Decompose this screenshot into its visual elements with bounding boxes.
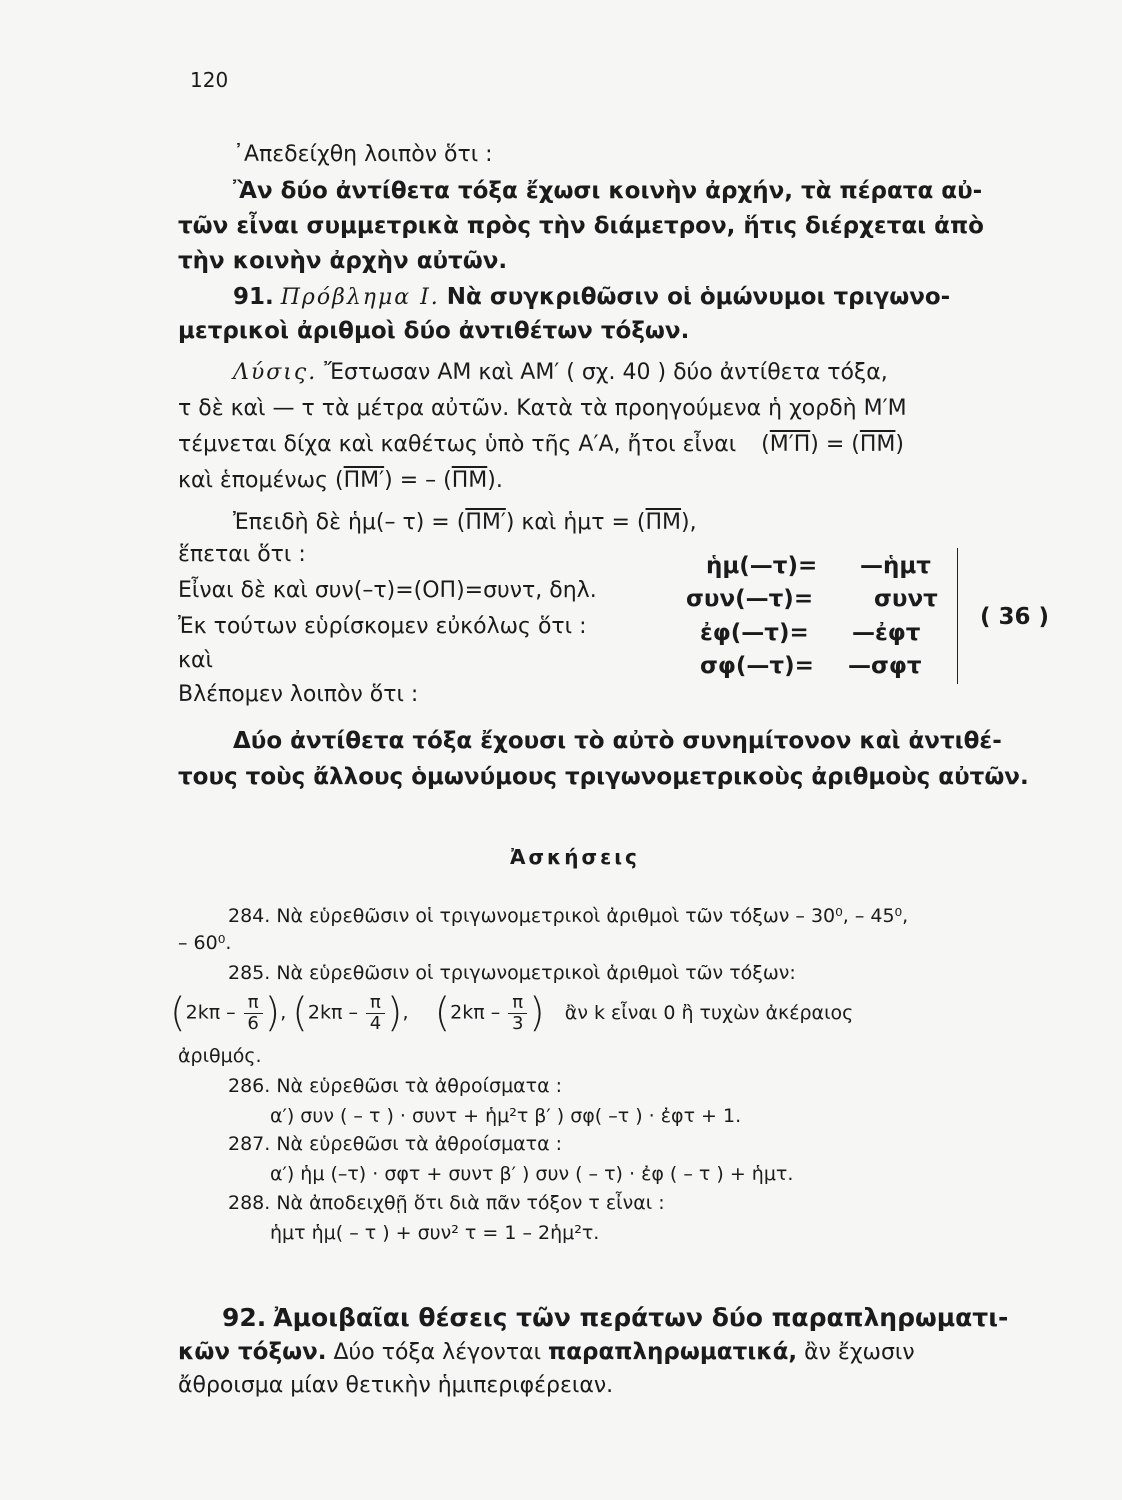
formula-cos-lhs: συν(—τ)=: [686, 586, 814, 612]
exercise-285-expressions: (2kπ – $\frac{\pi}{6}$ ), (2kπ – $\frac{\pi}{4}$ ), (2kπ – $\frac{\pi}{3}$ ) ἂν k εἶναι 0 ἢ τυχὼν ἀκέραιος: [170, 990, 854, 1036]
theorem2-line1: Δύο ἀντίθετα τόξα ἔχουσι τὸ αὐτὸ συνημίτονον καὶ ἀντιθέ-: [233, 728, 1002, 754]
exercise-284: 284. Νὰ εὑρεθῶσιν οἱ τριγωνομετρικοὶ ἀριθμοὶ τῶν τόξων – 30⁰, – 45⁰,: [228, 905, 909, 927]
segment-pm: $\overline{\Pi M}$: [645, 510, 682, 535]
problem-number: 91.: [233, 284, 274, 310]
section92-heading: [222, 1303, 1008, 1332]
section92-line2: [178, 1339, 915, 1365]
solution-line2: τ δὲ καὶ — τ τὰ μέτρα αὐτῶν. Κατὰ τὰ προηγούμενα ἡ χορδὴ Μ′Μ: [178, 396, 907, 421]
formula-cot-rhs: —σφτ: [848, 653, 922, 679]
exercise-288: 288. Νὰ ἀποδειχθῇ ὅτι διὰ πᾶν τόξον τ εἶναι :: [228, 1192, 665, 1214]
exercise-287-parts: α′) ἡμ (–τ) · σφτ + συντ β′ ) συν ( – τ) · ἐφ ( – τ ) + ἡμτ.: [270, 1163, 794, 1185]
exercise-285-end: ἀριθμός.: [178, 1045, 262, 1067]
intro-line: ᾿Απεδείχθη λοιπὸν ὅτι :: [233, 142, 493, 167]
problem-label: Πρόβλημα Ι.: [280, 285, 440, 310]
solution-line10: Βλέπομεν λοιπὸν ὅτι :: [178, 682, 419, 707]
exercise-288-formula: ἡμτ ἡμ( – τ ) + συν² τ = 1 – 2ἡμ²τ.: [270, 1222, 600, 1244]
solution-line6: ἕπεται ὅτι :: [178, 542, 306, 567]
fraction-pi-6: $\frac{\pi}{6}$: [244, 993, 263, 1034]
solution-text-3: τέμνεται δίχα καὶ καθέτως ὑπὸ τῆς Α′Α, ἤτοι εἶναι: [178, 432, 737, 457]
theorem1-line3: τὴν κοινὴν ἀρχὴν αὐτῶν.: [178, 248, 508, 274]
exercise-285: 285. Νὰ εὑρεθῶσιν οἱ τριγωνομετρικοὶ ἀριθμοὶ τῶν τόξων:: [228, 962, 796, 984]
expr-2kpi: 2kπ –: [307, 1001, 358, 1024]
solution-line5: [233, 510, 697, 535]
fraction-pi-4: $\frac{\pi}{4}$: [366, 993, 385, 1034]
problem-title-1: Νὰ συγκριθῶσιν οἱ ὁμώνυμοι τριγωνο-: [446, 284, 951, 310]
formula-cot-lhs: σφ(—τ)=: [700, 653, 814, 679]
formula-sin-lhs: ἡμ(—τ)=: [706, 553, 818, 579]
section92-number: 92.: [222, 1303, 267, 1332]
formula-sin-rhs: —ἡμτ: [860, 553, 931, 579]
equals: ) = (: [810, 432, 860, 457]
section92-title: Ἀμοιβαῖαι θέσεις τῶν περάτων δύο παραπληρωματι-: [273, 1303, 1009, 1332]
fraction-pi-3: $\frac{\pi}{3}$: [508, 993, 527, 1034]
solution-line8: Ἐκ τούτων εὑρίσκομεν εὐκόλως ὅτι :: [178, 614, 587, 639]
solution-text-5a: Ἐπειδὴ δὲ ἡμ(– τ) = (: [233, 510, 466, 535]
problem-heading: [233, 284, 950, 310]
exercise-287: 287. Νὰ εὑρεθῶσι τὰ ἀθροίσματα :: [228, 1133, 563, 1155]
solution-text-4b: ) = – (: [384, 468, 452, 493]
solution-text-1: Ἔστωσαν ΑΜ καὶ ΑΜ′ ( σχ. 40 ) δύο ἀντίθετα τόξα,: [324, 360, 888, 385]
solution-label: Λύσις.: [233, 360, 318, 385]
formula-cos-rhs: συντ: [874, 586, 938, 612]
page-number: 120: [190, 68, 229, 92]
problem-title-2: μετρικοὶ ἀριθμοὶ δύο ἀντιθέτων τόξων.: [178, 318, 690, 344]
solution-text-5b: ) καὶ ἡμτ = (: [505, 510, 646, 535]
paren-close: ): [895, 432, 905, 457]
solution-line4: [178, 468, 503, 493]
solution-line1: [233, 360, 888, 385]
exercise-286: 286. Νὰ εὑρεθῶσι τὰ ἀθροίσματα :: [228, 1075, 563, 1097]
solution-line3: [178, 432, 904, 457]
solution-line9: καὶ: [178, 648, 213, 673]
expr-2kpi: 2kπ –: [450, 1001, 501, 1024]
section92-text-tail: ἂν ἔχωσιν: [804, 1340, 915, 1365]
theorem1-line1: Ἂν δύο ἀντίθετα τόξα ἔχωσι κοινὴν ἀρχήν, τὰ πέρατα αὐ-: [233, 178, 983, 204]
exercises-heading: Ἀσκήσεις: [510, 845, 640, 869]
solution-text-4a: καὶ ἑπομένως (: [178, 468, 344, 493]
equation-number: ( 36 ): [980, 604, 1050, 630]
section92-term: παραπληρωματικά,: [548, 1339, 798, 1365]
segment-pm-prime: ΠΜ′: [465, 510, 506, 535]
segment-pm: $\overline{\Pi M}$: [859, 432, 896, 457]
solution-line7: Εἶναι δὲ καὶ συν(–τ)=(ΟΠ)=συντ, δηλ.: [178, 578, 597, 603]
exercise-286-parts: α′) συν ( – τ ) · συντ + ἡμ²τ β′ ) σφ( –τ ) · ἐφτ + 1.: [270, 1105, 742, 1127]
section92-title-end: κῶν τόξων.: [178, 1339, 327, 1365]
solution-text-5c: ),: [681, 510, 697, 535]
section92-line3: ἄθροισμα μίαν θετικὴν ἡμιπεριφέρειαν.: [178, 1373, 614, 1398]
exercise-284-end: – 60⁰.: [178, 932, 232, 954]
section92-text: Δύο τόξα λέγονται: [333, 1340, 542, 1365]
segment-pm-prime: ΠΜ′: [343, 468, 385, 493]
segment-mp: Μ′Π: [769, 432, 811, 457]
formula-tan-lhs: ἐφ(—τ)=: [700, 620, 809, 646]
solution-text-4c: ).: [487, 468, 503, 493]
formula-tan-rhs: —ἐφτ: [852, 620, 921, 646]
expr-2kpi: 2kπ –: [185, 1001, 236, 1024]
exercise-285-condition: ἂν k εἶναι 0 ἢ τυχὼν ἀκέραιος: [564, 1001, 854, 1024]
formula-brace: [943, 548, 958, 684]
paren-open: (: [761, 432, 770, 457]
theorem2-line2: τους τοὺς ἄλλους ὁμωνύμους τριγωνομετρικοὺς ἀριθμοὺς αὐτῶν.: [178, 764, 1029, 790]
theorem1-line2: τῶν εἶναι συμμετρικὰ πρὸς τὴν διάμετρον, ἥτις διέρχεται ἀπὸ: [178, 213, 984, 239]
segment-pm: $\overline{\Pi M}$: [451, 468, 488, 493]
